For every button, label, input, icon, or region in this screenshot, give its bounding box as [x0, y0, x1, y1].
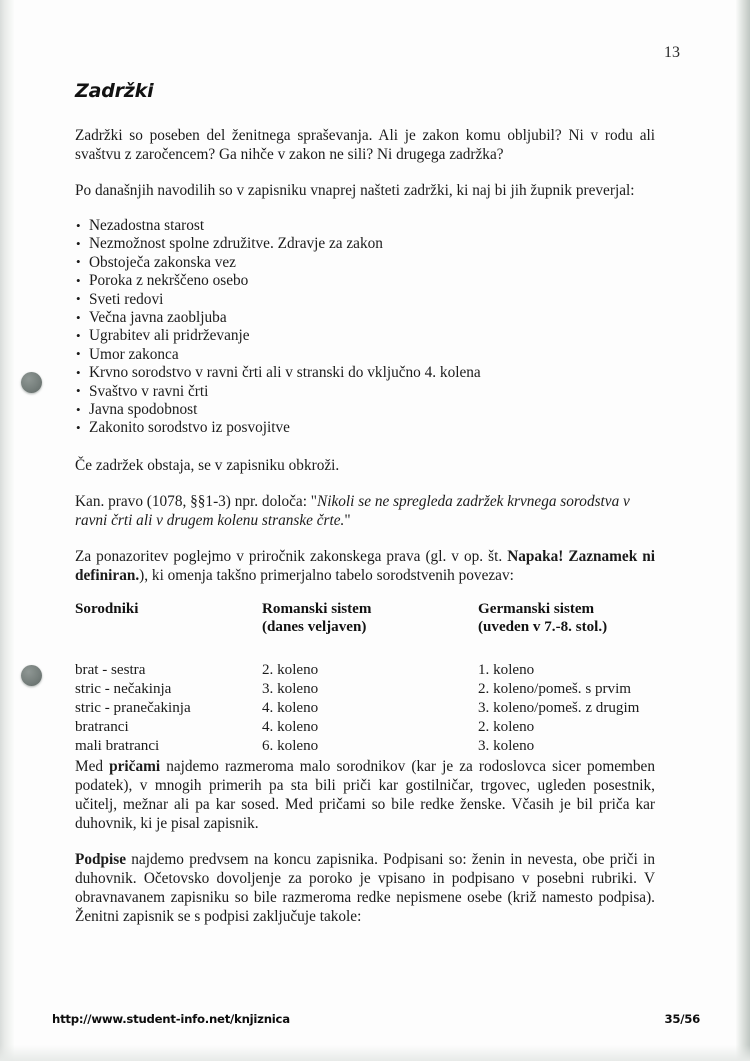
page-edge-shadow-bottom	[0, 1045, 750, 1061]
podpise-body: najdemo predvsem na koncu zapisnika. Podpisani so: ženin in nevesta, obe priči in duhovnik. Očetovsko dovoljenje za poroko je vpisano in podpisano v posebni rubriki. V obravnavanem zapisniku so bile razmeroma redke nepismene osebe (križ namesto podpisa). Ženitni zapisnik se s podpisi zaključuje takole:	[75, 850, 655, 925]
cell-roman: 4. koleno	[262, 699, 319, 716]
paragraph-obkrozi: Če zadržek obstaja, se v zapisniku obkroži.	[75, 456, 340, 474]
list-item: • Sveti redovi	[75, 291, 655, 309]
cell-relation: bratranci	[75, 718, 129, 735]
list-item: • Večna javna zaobljuba	[75, 309, 655, 327]
punch-hole-mark-top	[21, 372, 42, 393]
list-item: • Nezmožnost spolne združitve. Zdravje za zakon	[75, 235, 655, 253]
page-content	[75, 80, 655, 943]
paragraph-ponazoritev	[75, 547, 655, 585]
page-edge-shadow-right	[736, 0, 750, 1061]
column-header-germanski	[478, 600, 655, 662]
list-item: • Ugrabitev ali pridrževanje	[75, 327, 655, 345]
table-header-row	[75, 600, 655, 662]
impediments-list	[75, 217, 655, 438]
paragraph-podpise	[75, 850, 655, 926]
column-header-line1: Romanski sistem	[262, 600, 372, 617]
cell-germanic: 3. koleno	[478, 737, 535, 754]
table-row	[75, 719, 655, 738]
list-item: • Svaštvo v ravni črti	[75, 383, 655, 401]
section-heading: Zadržki	[75, 80, 154, 102]
price-keyword: pričami	[109, 757, 161, 775]
column-header-romanski	[262, 600, 478, 662]
ponazoritev-tail: ), ki omenja takšno primerjalno tabelo sorodstvenih povezav:	[139, 566, 514, 584]
cell-roman: 3. koleno	[262, 680, 319, 697]
list-item: • Obstoječa zakonska vez	[75, 254, 655, 272]
cell-germanic: 1. koleno	[478, 661, 535, 678]
paragraph-navodila: Po današnjih navodilih so v zapisniku vnaprej našteti zadržki, ki naj bi jih župnik preverjal:	[75, 182, 635, 199]
table-row	[75, 700, 655, 719]
kan-pravo-quote: Nikoli se ne spregleda zadržek krvnega sorodstva v ravni črti ali v drugem kolenu stranske črte.	[75, 492, 630, 529]
table-row	[75, 662, 655, 681]
cell-germanic: 2. koleno	[478, 718, 535, 735]
list-item: • Poroka z nekrščeno osebo	[75, 272, 655, 290]
list-item: • Krvno sorodstvo v ravni črti ali v stranski do vključno 4. kolena	[75, 364, 655, 382]
page-number-top: 13	[664, 44, 680, 61]
paragraph-kanonsko-pravo	[75, 492, 655, 530]
bookmark-error-text: Napaka! Zaznamek ni definiran.	[75, 547, 656, 584]
paragraph-price	[75, 757, 655, 833]
column-header-line2: (uveden v 7.-8. stol.)	[478, 618, 608, 635]
cell-roman: 2. koleno	[262, 661, 319, 678]
cell-relation: brat - sestra	[75, 661, 146, 678]
ponazoritev-lead: Za ponazoritev poglejmo v priročnik zakonskega prava (gl. v op. št.	[75, 547, 508, 565]
cell-relation: stric - nečakinja	[75, 680, 172, 697]
price-body: najdemo razmeroma malo sorodnikov (kar je za rodoslovca sicer pomemben podatek), v mnogih primerih pa sta bili priči kar gostilničar, trgovec, ugleden posestnik, učitelj, mežnar ali pa kar sosed. Med pričami so bile redke ženske. Včasih je bil priča kar duhovnik, ki je pisal zapisnik.	[75, 757, 655, 832]
kinship-comparison-table	[75, 600, 655, 757]
footer-page-count: 35/56	[664, 1012, 700, 1026]
column-header-sorodniki	[75, 600, 262, 662]
table-body	[75, 662, 655, 757]
podpise-keyword: Podpise	[75, 850, 126, 868]
footer-source-url[interactable]: http://www.student-info.net/knjiznica	[52, 1012, 290, 1026]
column-header-line2: (danes veljaven)	[262, 618, 367, 635]
cell-relation: stric - pranečakinja	[75, 699, 191, 716]
page-edge-shadow-left	[0, 0, 14, 1061]
table-row	[75, 738, 655, 757]
price-lead: Med	[75, 757, 110, 775]
list-item: • Nezadostna starost	[75, 217, 655, 235]
punch-hole-mark-bottom	[21, 665, 42, 686]
cell-roman: 6. koleno	[262, 737, 319, 754]
list-item: • Javna spodobnost	[75, 401, 655, 419]
list-item: • Umor zakonca	[75, 346, 655, 364]
cell-germanic: 3. koleno/pomeš. z drugim	[478, 699, 640, 716]
page-footer	[52, 1012, 700, 1026]
table-row	[75, 681, 655, 700]
cell-relation: mali bratranci	[75, 737, 160, 754]
kan-pravo-closing-quote: "	[344, 511, 351, 529]
kan-pravo-lead: Kan. pravo (1078, §§1-3) npr. določa: "	[75, 492, 318, 510]
table-header	[75, 600, 655, 662]
column-header-line1: Sorodniki	[75, 600, 139, 617]
list-item: • Zakonito sorodstvo iz posvojitve	[75, 419, 655, 437]
cell-germanic: 2. koleno/pomeš. s prvim	[478, 680, 632, 697]
column-header-line1: Germanski sistem	[478, 600, 595, 617]
paragraph-intro: Zadržki so poseben del ženitnega spraševanja. Ali je zakon komu obljubil? Ni v rodu ali svaštvu z zaročencem? Ga nihče v zakon ne sili? Ni drugega zadržka?	[75, 127, 655, 163]
cell-roman: 4. koleno	[262, 718, 319, 735]
